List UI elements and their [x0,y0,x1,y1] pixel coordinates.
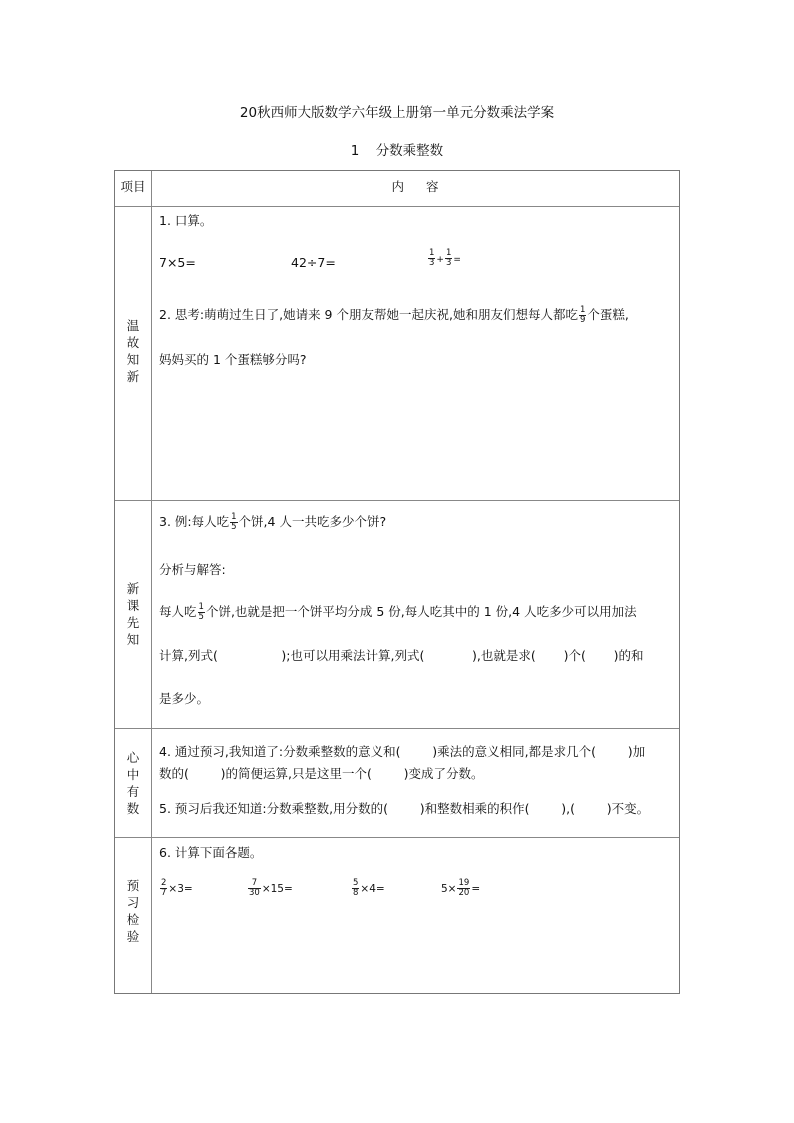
label-char: 知 [126,632,140,647]
q5-line: 5. 预习后我还知道:分数乘整数,用分数的( )和整数相乘的积作( ),( )不变。 [159,801,650,816]
fraction: $\frac{7}{30}$ [249,878,260,898]
header-content-a: 内 [391,179,404,194]
row-divider [115,206,679,207]
fraction: $\frac{1}{5}$ [198,602,204,622]
column-divider [151,171,152,993]
label-char: 检 [126,912,140,927]
q1-title: 1. 口算。 [159,213,213,228]
label-char: 知 [126,352,140,367]
q6-title: 6. 计算下面各题。 [159,845,263,860]
header-item: 项目 [120,179,146,194]
section-label-new [115,580,151,648]
lesson-name: 分数乘整数 [375,143,444,159]
worksheet-table [114,170,680,994]
q6-expr-2: $\frac{7}{30}$ ×15= [249,878,293,898]
q2-line2: 妈妈买的 1 个蛋糕够分吗? [159,352,307,367]
q4-line2: 数的( )的简便运算,只是这里一个( )变成了分数。 [159,766,484,781]
label-char: 先 [126,615,140,630]
q6-expr-1: $\frac{2}{7}$ ×3= [161,878,193,898]
label-char: 心 [126,750,140,765]
row-divider [115,837,679,838]
row-divider [115,728,679,729]
analysis-line3: 是多少。 [159,691,210,706]
label-char: 课 [126,598,140,613]
fraction: $\frac{1}{9}$ [579,305,586,325]
fraction: $\frac{1}{3}$ [429,248,435,268]
analysis-line1: 每人吃 $\frac{1}{5}$ 个饼,也就是把一个饼平均分成 5 份,每人吃其中的 1 份,4 人吃多少可以用加法 [159,602,637,622]
q1-expr-a: 7×5= [159,255,196,270]
page-title: 20秋西师大版数学六年级上册第一单元分数乘法学案 [239,105,555,121]
fraction: $\frac{1}{5}$ [231,512,237,532]
label-char: 新 [126,581,140,596]
row-divider [115,500,679,501]
q1-expr-c: $\frac{1}{3}$ + $\frac{1}{3}$ = [429,248,461,268]
section-label-check [115,877,151,945]
label-char: 数 [126,801,140,816]
label-char: 温 [126,318,140,333]
q6-expr-3: $\frac{5}{8}$ ×4= [353,878,385,898]
label-char: 习 [126,895,140,910]
fraction: $\frac{5}{8}$ [353,878,359,898]
label-char: 有 [126,784,140,799]
analysis-heading: 分析与解答: [159,562,226,577]
q4-line1: 4. 通过预习,我知道了:分数乘整数的意义和( )乘法的意义相同,都是求几个( )加 [159,744,646,759]
label-char: 故 [126,335,140,350]
analysis-line2: 计算,列式( );也可以用乘法计算,列式( ),也就是求( )个( )的和 [159,648,644,663]
lesson-number: 1 [350,143,360,159]
q6-expr-4: 5× $\frac{19}{20}$ = [441,878,481,898]
label-char: 预 [126,878,140,893]
label-char: 中 [126,767,140,782]
label-char: 验 [126,929,140,944]
fraction: $\frac{2}{7}$ [161,878,167,898]
header-content [151,177,679,195]
fraction: $\frac{1}{3}$ [445,248,452,268]
fraction: $\frac{19}{20}$ [458,878,470,898]
q1-expr-b: 42÷7= [291,255,336,270]
q3-line: 3. 例:每人吃 $\frac{1}{5}$ 个饼,4 人一共吃多少个饼? [159,512,387,532]
section-label-mind [115,749,151,817]
section-label-review [115,317,151,385]
label-char: 新 [126,369,140,384]
header-content-b: 容 [426,179,439,194]
lesson-subtitle [0,139,794,159]
q2-line1: 2. 思考:萌萌过生日了,她请来 9 个朋友帮她一起庆祝,她和朋友们想每人都吃 $\frac{1}{9}$ 个蛋糕, [159,305,629,325]
